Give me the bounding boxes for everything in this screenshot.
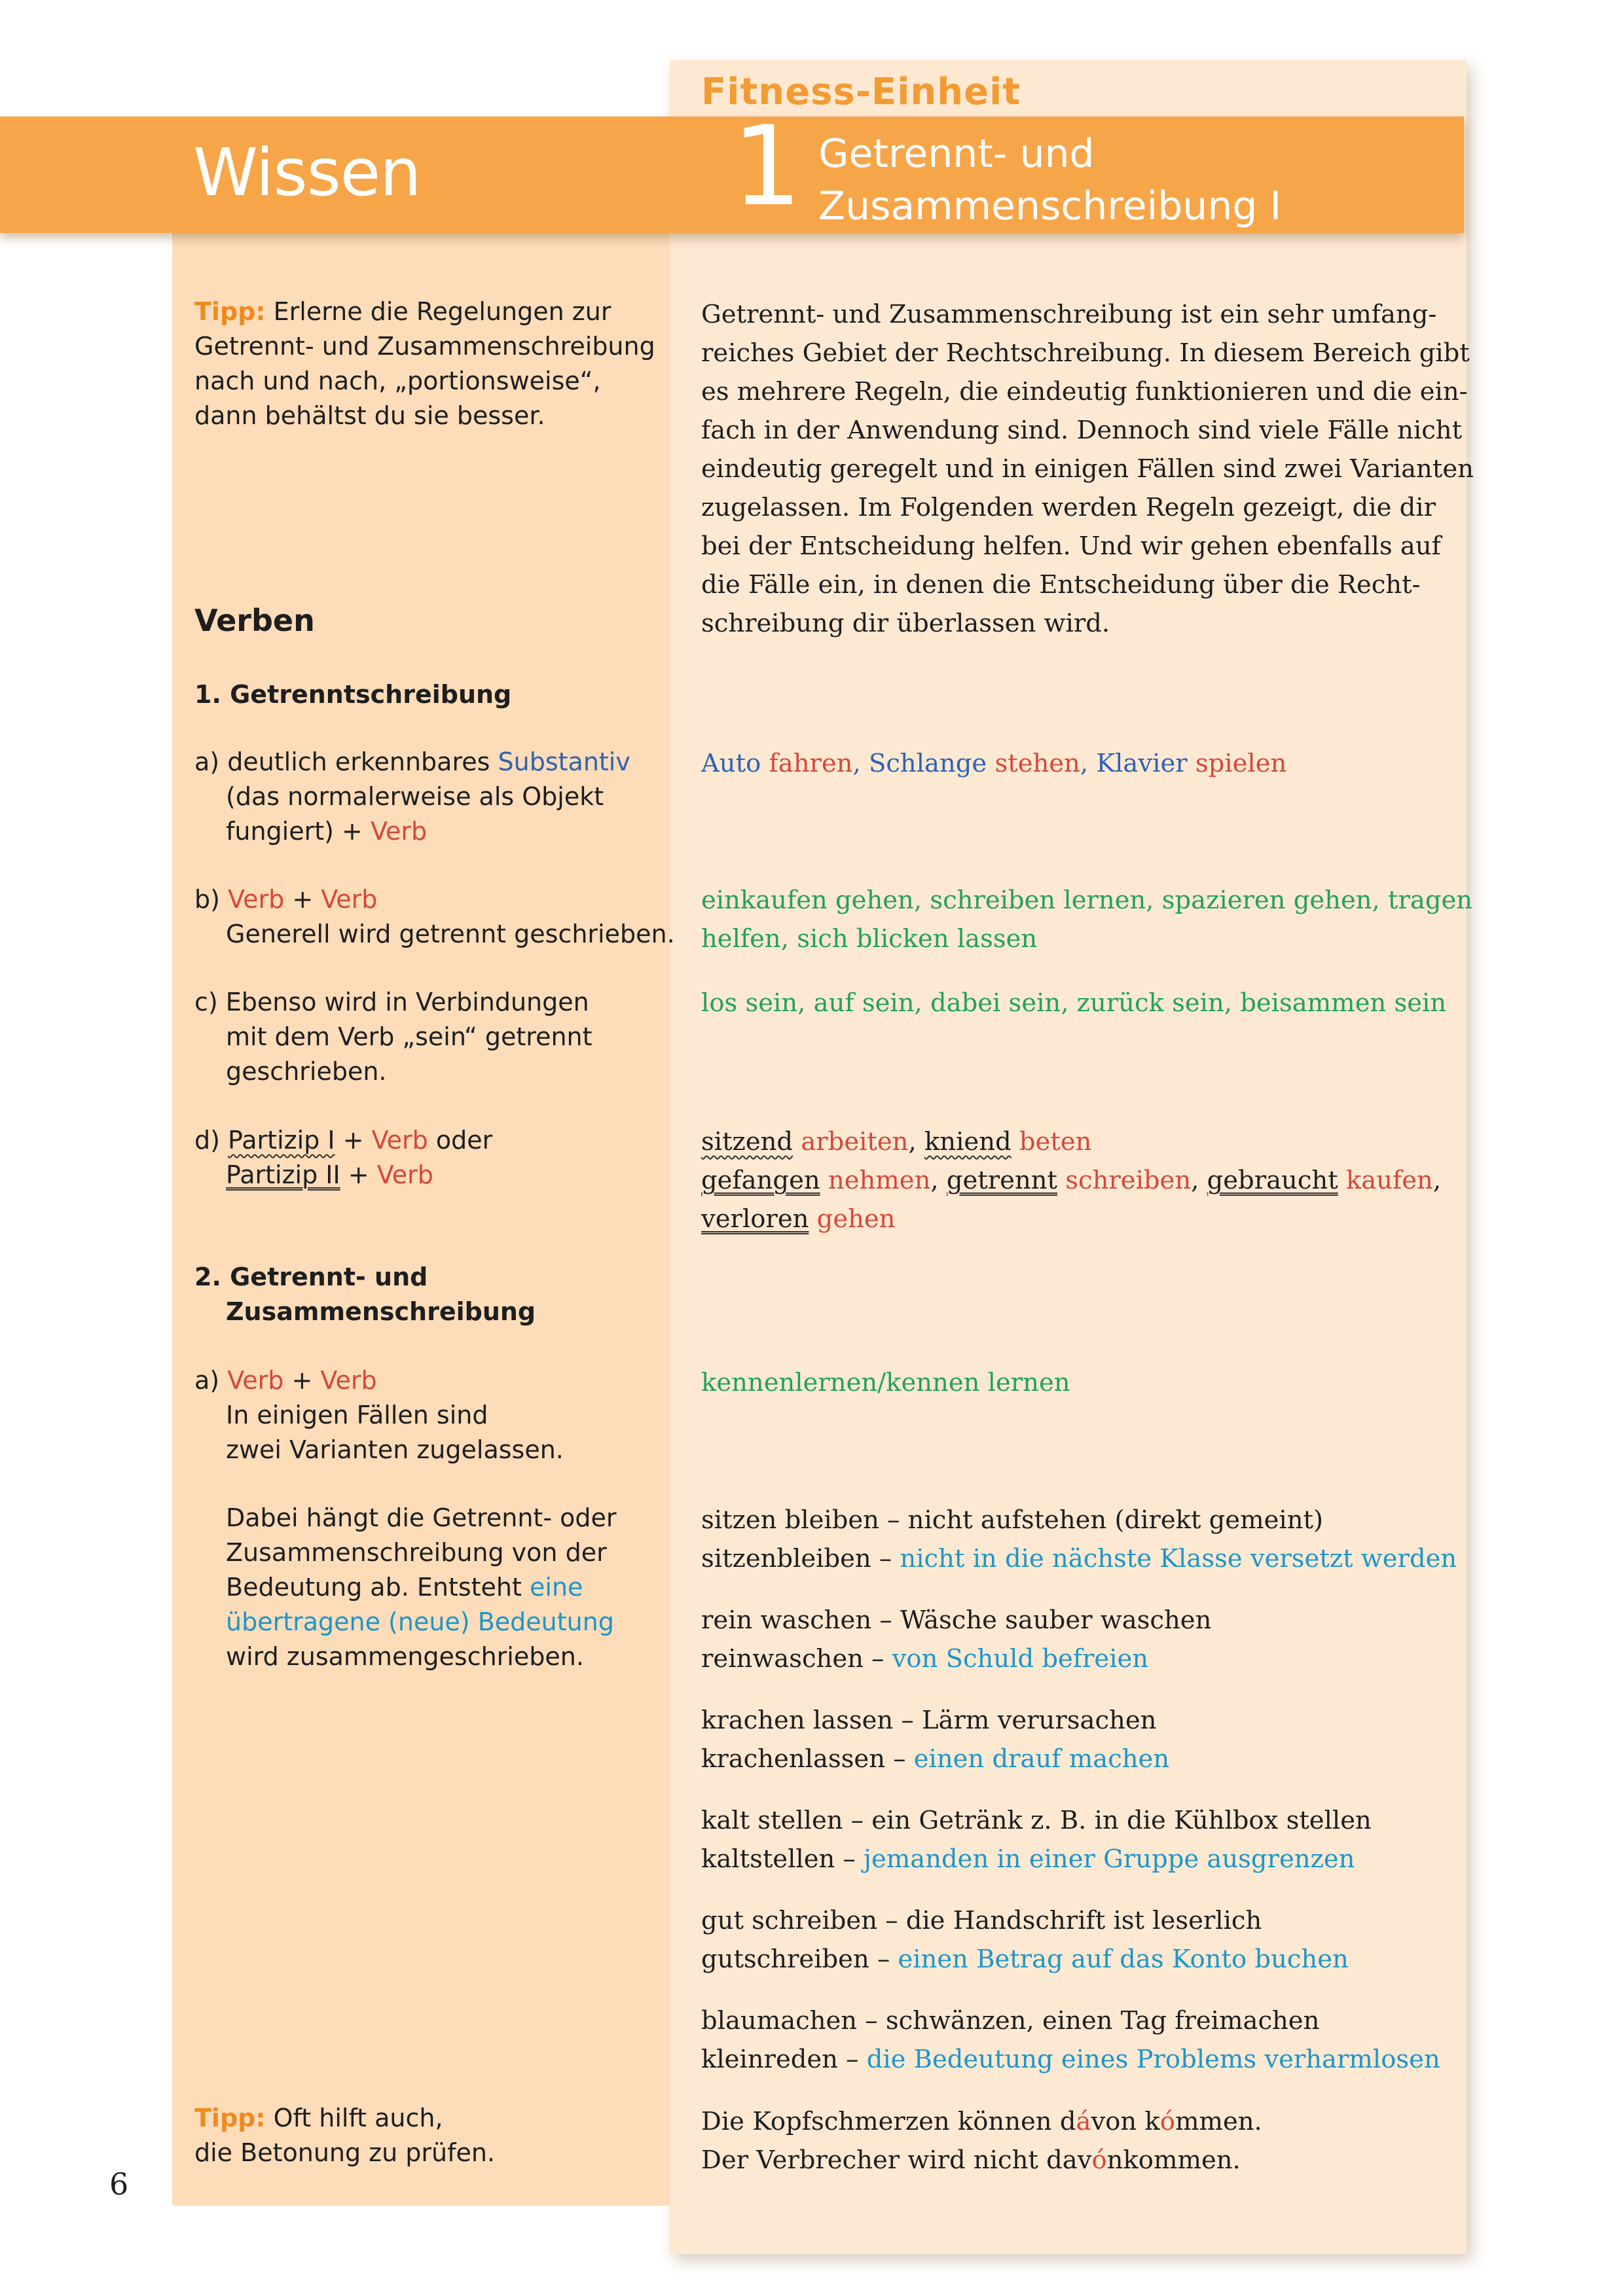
- example-2a: kennenlernen/kennen lernen: [701, 1368, 1070, 1397]
- section2-heading: [194, 1260, 536, 1329]
- meaning-pair: [701, 1501, 1457, 1578]
- pair-meaning: einen Betrag auf das Konto buchen: [898, 1945, 1349, 1974]
- example-a: [701, 744, 1286, 783]
- heading-verben: Verben: [194, 603, 315, 638]
- rule-b-label: b): [194, 885, 220, 914]
- stress-l2-b: nkommen.: [1106, 2145, 1241, 2175]
- pair-meaning: von Schuld befreien: [892, 1644, 1149, 1674]
- intro-line: bei der Entscheidung helfen. Und wir gehen ebenfalls auf: [701, 531, 1441, 561]
- rule-b-verb2: Verb: [321, 885, 378, 914]
- tip1-line4: dann behältst du sie besser.: [194, 401, 545, 430]
- ex-d-p2: kniend: [924, 1127, 1012, 1157]
- tip2-label: Tipp:: [194, 2104, 266, 2132]
- unit-label: Fitness-Einheit: [701, 71, 1021, 113]
- ex-a-verb1: fahren: [769, 749, 853, 778]
- rule-2a-label: a): [194, 1366, 220, 1395]
- rule-d-partizip1: Partizip I: [228, 1126, 335, 1155]
- ex-d-sep5: ,: [1432, 1166, 1442, 1195]
- intro-line: reiches Gebiet der Rechtschreibung. In diesem Bereich gibt: [701, 338, 1470, 368]
- section1-heading: 1. Getrenntschreibung: [194, 680, 512, 709]
- ex-d-p5: gebraucht: [1207, 1166, 1338, 1195]
- section2-line1: 2. Getrennt- und: [194, 1263, 428, 1291]
- meaning-pair: [701, 1601, 1211, 1678]
- tip-box-2: [194, 2101, 495, 2170]
- rule-a-substantiv: Substantiv: [498, 747, 630, 776]
- stress-l1-c: mmen.: [1175, 2107, 1262, 2136]
- pair-meaning: nicht in die nächste Klasse versetzt werden: [900, 1544, 1457, 1573]
- ex-a-noun2: Schlange: [868, 749, 987, 778]
- example-d: [701, 1122, 1441, 1238]
- rule-c-line3: geschrieben.: [226, 1057, 387, 1086]
- rule-a-verb: Verb: [370, 817, 428, 846]
- rule-d-plus1: +: [342, 1126, 364, 1155]
- rule-d-oder: oder: [435, 1126, 493, 1155]
- pair-compound: kleinreden –: [701, 2045, 859, 2074]
- pair-compound: krachenlassen –: [701, 1744, 906, 1774]
- rule-d-verb2: Verb: [376, 1160, 433, 1189]
- ex-d-v1: arbeiten: [801, 1127, 909, 1157]
- rule-2a-explanation: [194, 1501, 617, 1674]
- ex-d-v3: nehmen: [828, 1166, 931, 1195]
- ex-d-v4: schreiben: [1065, 1166, 1192, 1195]
- intro-line: schreibung dir überlassen wird.: [701, 609, 1110, 638]
- dabei-line1: Dabei hängt die Getrennt- oder: [226, 1503, 617, 1532]
- pair-literal: krachen lassen – Lärm verursachen: [701, 1706, 1157, 1735]
- tip2-line1: Oft hilft auch,: [273, 2104, 443, 2132]
- rule-a-line2: (das normalerweise als Objekt: [226, 782, 604, 811]
- tip1-label: Tipp:: [194, 297, 266, 326]
- tip-box-1: [194, 295, 655, 433]
- ex-d-v6: gehen: [816, 1204, 896, 1234]
- ex-a-noun3: Klavier: [1096, 749, 1188, 778]
- meaning-pair: [701, 1801, 1372, 1878]
- pair-compound: kaltstellen –: [701, 1844, 856, 1874]
- rule-b-line2: Generell wird getrennt geschrieben.: [226, 920, 675, 948]
- dabei-line4: übertragene (neue) Bedeutung: [226, 1607, 614, 1636]
- example-c: los sein, auf sein, dabei sein, zurück sein, beisammen sein: [701, 988, 1447, 1018]
- stress-l2-a: Der Verbrecher wird nicht dav: [701, 2145, 1092, 2175]
- rule-d-verb1: Verb: [371, 1126, 428, 1155]
- unit-title: [818, 128, 1281, 232]
- tip1-line2: Getrennt- und Zusammenschreibung: [194, 332, 655, 361]
- ex-d-p1: sitzend: [701, 1127, 793, 1157]
- rule-2a-verb1: Verb: [227, 1366, 284, 1395]
- ex-d-sep4: ,: [1191, 1166, 1199, 1195]
- rule-a-line3: fungiert) +: [226, 817, 363, 846]
- pair-literal: rein waschen – Wäsche sauber waschen: [701, 1605, 1212, 1635]
- ex-d-p6: verloren: [701, 1204, 809, 1234]
- intro-line: Getrennt- und Zusammenschreibung ist ein sehr umfang-: [701, 300, 1437, 329]
- stress-examples: [701, 2102, 1262, 2179]
- stress-accent-1: á: [1076, 2107, 1091, 2136]
- ex-b-line1: einkaufen gehen, schreiben lernen, spazieren gehen, tragen: [701, 886, 1473, 915]
- tip2-line2: die Betonung zu prüfen.: [194, 2138, 496, 2167]
- rule-d: [194, 1123, 492, 1193]
- rule-b-verb1: Verb: [228, 885, 285, 914]
- ex-a-verb2: stehen: [994, 749, 1080, 778]
- rule-2a-line2: In einigen Fällen sind: [226, 1401, 488, 1429]
- ex-d-v5: kaufen: [1345, 1166, 1433, 1195]
- ex-a-noun1: Auto: [701, 749, 761, 778]
- rule-c-line2: mit dem Verb „sein“ getrennt: [226, 1022, 593, 1051]
- rule-b-plus: +: [292, 885, 314, 914]
- section2-line2: Zusammenschreibung: [226, 1297, 536, 1326]
- section-title: Wissen: [193, 134, 421, 211]
- left-column-panel: [172, 223, 670, 2206]
- unit-title-line2: Zusammenschreibung I: [818, 183, 1282, 229]
- page-number: 6: [109, 2166, 129, 2202]
- intro-line: zugelassen. Im Folgenden werden Regeln gezeigt, die dir: [701, 493, 1436, 522]
- unit-number: 1: [732, 102, 802, 230]
- intro-line: die Fälle ein, in denen die Entscheidung über die Recht-: [701, 570, 1421, 600]
- stress-accent-2: ó: [1159, 2107, 1175, 2136]
- pair-literal: kalt stellen – ein Getränk z. B. in die Kühlbox stellen: [701, 1806, 1372, 1835]
- pair-compound: sitzenbleiben –: [701, 1544, 892, 1573]
- ex-a-sep2: ,: [1080, 749, 1089, 778]
- rule-a: [194, 745, 630, 849]
- rule-c: [194, 985, 593, 1089]
- pair-compound: reinwaschen –: [701, 1644, 884, 1674]
- pair-meaning: jemanden in einer Gruppe ausgrenzen: [864, 1844, 1355, 1874]
- ex-d-v2: beten: [1019, 1127, 1092, 1157]
- rule-2a: [194, 1363, 564, 1467]
- dabei-line5: wird zusammengeschrieben.: [226, 1642, 584, 1671]
- rule-c-line1: c) Ebenso wird in Verbindungen: [194, 988, 589, 1016]
- stress-accent-3: ó: [1091, 2145, 1107, 2175]
- pair-literal: blaumachen – schwänzen, einen Tag freimachen: [701, 2006, 1320, 2036]
- intro-paragraph: [701, 295, 1474, 643]
- ex-d-sep1: ,: [908, 1127, 917, 1157]
- dabei-line3: Bedeutung ab. Entsteht: [226, 1573, 522, 1602]
- meaning-pair: [701, 1901, 1349, 1979]
- rule-d-label: d): [194, 1126, 220, 1155]
- rule-2a-line3: zwei Varianten zugelassen.: [226, 1435, 564, 1464]
- pair-compound: gutschreiben –: [701, 1945, 890, 1974]
- intro-line: es mehrere Regeln, die eindeutig funktionieren und die ein-: [701, 377, 1468, 406]
- unit-title-line1: Getrennt- und: [818, 131, 1095, 177]
- rule-d-plus2: +: [348, 1160, 369, 1189]
- ex-b-line2: helfen, sich blicken lassen: [701, 924, 1038, 954]
- rule-2a-plus: +: [291, 1366, 313, 1395]
- rule-2a-verb2: Verb: [320, 1366, 377, 1395]
- dabei-line3-cyan: eine: [530, 1573, 583, 1602]
- pair-meaning: die Bedeutung eines Problems verharmlosen: [866, 2045, 1440, 2074]
- example-b: [701, 881, 1472, 958]
- pair-meaning: einen drauf machen: [913, 1744, 1170, 1774]
- rule-a-prefix: a) deutlich erkennbares: [194, 747, 490, 776]
- ex-a-verb3: spielen: [1195, 749, 1287, 778]
- tip1-line3: nach und nach, „portionsweise“,: [194, 367, 601, 395]
- stress-l1-b: von k: [1091, 2107, 1160, 2136]
- ex-a-sep1: ,: [852, 749, 861, 778]
- intro-line: eindeutig geregelt und in einigen Fällen sind zwei Varianten: [701, 454, 1474, 484]
- ex-d-sep3: ,: [930, 1166, 939, 1195]
- stress-l1-a: Die Kopfschmerzen können d: [701, 2107, 1076, 2136]
- dabei-line2: Zusammenschreibung von der: [226, 1538, 607, 1567]
- ex-d-p3: gefangen: [701, 1166, 820, 1195]
- rule-d-partizip2: Partizip II: [226, 1160, 340, 1189]
- tip1-line1: Erlerne die Regelungen zur: [273, 297, 611, 326]
- meaning-pair: [701, 2001, 1440, 2079]
- pair-literal: gut schreiben – die Handschrift ist leserlich: [701, 1906, 1262, 1935]
- ex-d-p4: getrennt: [946, 1166, 1058, 1195]
- pair-literal: sitzen bleiben – nicht aufstehen (direkt gemeint): [701, 1505, 1323, 1535]
- rule-b: [194, 882, 675, 952]
- meaning-pair: [701, 1701, 1169, 1778]
- intro-line: fach in der Anwendung sind. Dennoch sind viele Fälle nicht: [701, 416, 1463, 445]
